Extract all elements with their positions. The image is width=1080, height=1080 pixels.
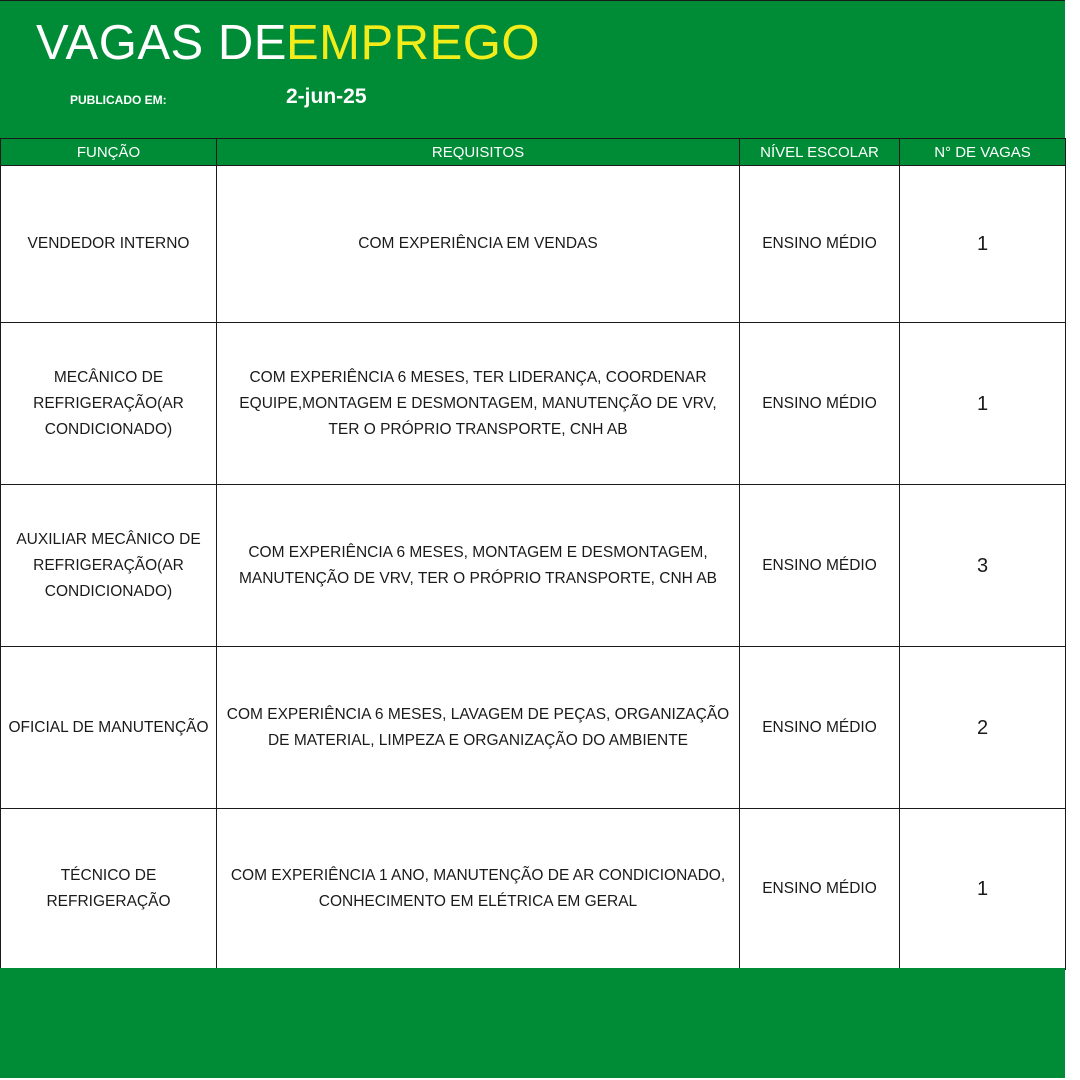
- cell-nivel-escolar: ENSINO MÉDIO: [740, 485, 900, 647]
- title-part-vagas-de: VAGAS DE: [36, 16, 287, 70]
- cell-nivel-escolar: ENSINO MÉDIO: [740, 809, 900, 970]
- cell-n-vagas: 1: [900, 809, 1066, 970]
- table-row: [1, 166, 1066, 323]
- cell-funcao: VENDEDOR INTERNO: [1, 166, 217, 323]
- title-part-emprego: EMPREGO: [286, 16, 540, 70]
- cell-funcao: TÉCNICO DE REFRIGERAÇÃO: [1, 809, 217, 970]
- published-date: 2-jun-25: [286, 85, 367, 108]
- table-row: [1, 485, 1066, 647]
- cell-n-vagas: 3: [900, 485, 1066, 647]
- cell-requisitos: COM EXPERIÊNCIA 6 MESES, MONTAGEM E DESMONTAGEM, MANUTENÇÃO DE VRV, TER O PRÓPRIO TRANSPORTE, CNH AB: [217, 485, 740, 647]
- table-header: [1, 139, 1066, 166]
- footer-banner: [0, 968, 1065, 1078]
- cell-requisitos: COM EXPERIÊNCIA 6 MESES, TER LIDERANÇA, COORDENAR EQUIPE,MONTAGEM E DESMONTAGEM, MANUTENÇÃO DE VRV, TER O PRÓPRIO TRANSPORTE, CNH AB: [217, 323, 740, 485]
- published-label: PUBLICADO EM:: [70, 93, 167, 107]
- header-banner: [0, 0, 1065, 138]
- column-header-requisitos: REQUISITOS: [217, 139, 740, 166]
- cell-n-vagas: 1: [900, 323, 1066, 485]
- cell-funcao: AUXILIAR MECÂNICO DE REFRIGERAÇÃO(AR CONDICIONADO): [1, 485, 217, 647]
- column-header-funcao: FUNÇÃO: [1, 139, 217, 166]
- cell-funcao: MECÂNICO DE REFRIGERAÇÃO(AR CONDICIONADO): [1, 323, 217, 485]
- cell-n-vagas: 1: [900, 166, 1066, 323]
- cell-nivel-escolar: ENSINO MÉDIO: [740, 647, 900, 809]
- table-header-row: [1, 139, 1066, 166]
- cell-n-vagas: 2: [900, 647, 1066, 809]
- table-row: [1, 809, 1066, 970]
- column-header-n-vagas: N° DE VAGAS: [900, 139, 1066, 166]
- cell-requisitos: COM EXPERIÊNCIA 6 MESES, LAVAGEM DE PEÇAS, ORGANIZAÇÃO DE MATERIAL, LIMPEZA E ORGANIZAÇÃO DO AMBIENTE: [217, 647, 740, 809]
- cell-nivel-escolar: ENSINO MÉDIO: [740, 323, 900, 485]
- table-row: [1, 323, 1066, 485]
- table-body: [1, 166, 1066, 970]
- cell-funcao: OFICIAL DE MANUTENÇÃO: [1, 647, 217, 809]
- cell-nivel-escolar: ENSINO MÉDIO: [740, 166, 900, 323]
- cell-requisitos: COM EXPERIÊNCIA 1 ANO, MANUTENÇÃO DE AR CONDICIONADO, CONHECIMENTO EM ELÉTRICA EM GERAL: [217, 809, 740, 970]
- table-row: [1, 647, 1066, 809]
- column-header-nivel-escolar: NÍVEL ESCOLAR: [740, 139, 900, 166]
- jobs-table: [0, 138, 1066, 970]
- cell-requisitos: COM EXPERIÊNCIA EM VENDAS: [217, 166, 740, 323]
